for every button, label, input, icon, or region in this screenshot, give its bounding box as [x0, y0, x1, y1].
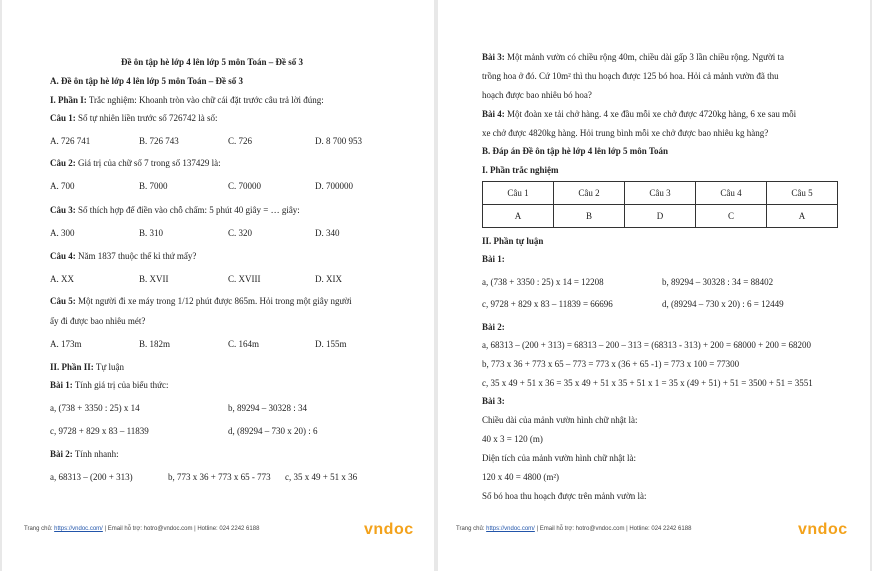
- footer-right: Trang chủ: https://vndoc.com/ | Email hỗ trợ: hotro@vndoc.com | Hotline: 024 2242 6188: [456, 526, 692, 532]
- q3-option-a: A. 300: [50, 228, 75, 238]
- q2-option-a: A. 700: [50, 181, 75, 191]
- q4-option-b: B. XVII: [139, 274, 169, 284]
- table-header-row: [483, 182, 838, 205]
- section-a-heading: A. Đề ôn tập hè lớp 4 lên lớp 5 môn Toán – Đề số 3: [50, 76, 243, 86]
- bai1-item-d: d, (89294 – 730 x 20) : 6: [228, 426, 318, 436]
- bai3-line-2: trồng hoa ở đó. Cứ 10m² thì thu hoạch được 125 bó hoa. Hỏi cả mảnh vườn đã thu: [482, 71, 779, 81]
- q5-option-c: C. 164m: [228, 339, 260, 349]
- bai2-item-b: b, 773 x 36 + 773 x 65 - 773: [168, 472, 271, 482]
- q4-option-d: D. XIX: [315, 274, 342, 284]
- bai3-line-3: hoạch được bao nhiêu bó hoa?: [482, 90, 592, 100]
- sol2-heading: Bài 2:: [482, 322, 505, 332]
- table-header-cell: Câu 4: [696, 182, 767, 205]
- q3-option-b: B. 310: [139, 228, 164, 238]
- table-row: [483, 205, 838, 228]
- q1-option-a: A. 726 741: [50, 136, 91, 146]
- section-b-heading: B. Đáp án Đề ôn tập hè lớp 4 lên lớp 5 môn Toán: [482, 146, 669, 156]
- document-page-right: [438, 0, 870, 571]
- bai1-item-a: a, (738 + 3350 : 25) x 14: [50, 403, 140, 413]
- table-cell: B: [554, 205, 625, 228]
- document-page-left: [2, 0, 434, 571]
- q3-option-d: D. 340: [315, 228, 340, 238]
- table-header-cell: Câu 5: [767, 182, 838, 205]
- sol3-line-2: 40 x 3 = 120 (m): [482, 434, 543, 444]
- vndoc-logo: vndoc: [364, 521, 414, 538]
- q4-option-a: A. XX: [50, 274, 74, 284]
- question-2: Câu 2: Giá trị của chữ số 7 trong số 137429 là:: [50, 158, 221, 168]
- sol1-item-a: a, (738 + 3350 : 25) x 14 = 12208: [482, 277, 604, 287]
- question-5: Câu 5: Một người đi xe máy trong 1/12 phút được 865m. Hỏi trong một giây người: [50, 296, 352, 306]
- part2-heading: II. Phần II: Tự luận: [50, 362, 124, 372]
- q2-option-d: D. 700000: [315, 181, 353, 191]
- q4-option-c: C. XVIII: [228, 274, 261, 284]
- question-5-cont: ấy đi được bao nhiêu mét?: [50, 316, 146, 326]
- question-3: Câu 3: Số thích hợp để điền vào chỗ chấm: 5 phút 40 giây = … giây:: [50, 205, 300, 215]
- sol3-line-3: Diện tích của mảnh vườn hình chữ nhật là:: [482, 453, 636, 463]
- bai2-heading: Bài 2: Tính nhanh:: [50, 449, 119, 459]
- answer-part2-heading: II. Phần tự luận: [482, 236, 544, 246]
- table-cell: C: [696, 205, 767, 228]
- q5-option-d: D. 155m: [315, 339, 347, 349]
- q5-option-a: A. 173m: [50, 339, 82, 349]
- home-link[interactable]: https://vndoc.com/: [486, 526, 535, 532]
- q2-option-c: C. 70000: [228, 181, 262, 191]
- question-4: Câu 4: Năm 1837 thuộc thế kỉ thứ mấy?: [50, 251, 197, 261]
- footer-left: Trang chủ: https://vndoc.com/ | Email hỗ trợ: hotro@vndoc.com | Hotline: 024 2242 6188: [24, 526, 260, 532]
- sol3-line-1: Chiều dài của mảnh vườn hình chữ nhật là:: [482, 415, 638, 425]
- bai2-item-a: a, 68313 – (200 + 313): [50, 472, 133, 482]
- vndoc-logo: vndoc: [798, 521, 848, 538]
- q1-option-d: D. 8 700 953: [315, 136, 362, 146]
- answer-part1-heading: I. Phần trắc nghiệm: [482, 165, 559, 175]
- q2-option-b: B. 7000: [139, 181, 168, 191]
- bai2-item-c: c, 35 x 49 + 51 x 36: [285, 472, 358, 482]
- sol3-heading: Bài 3:: [482, 396, 505, 406]
- sol1-item-c: c, 9728 + 829 x 83 – 11839 = 66696: [482, 299, 613, 309]
- home-link[interactable]: https://vndoc.com/: [54, 526, 103, 532]
- sol1-item-d: d, (89294 – 730 x 20) : 6 = 12449: [662, 299, 784, 309]
- question-1: Câu 1: Số tự nhiên liền trước số 726742 là số:: [50, 113, 218, 123]
- sol2-item-c: c, 35 x 49 + 51 x 36 = 35 x 49 + 51 x 35 + 51 x 1 = 35 x (49 + 51) + 51 = 3500 + 51 = 3551: [482, 378, 813, 388]
- table-cell: A: [767, 205, 838, 228]
- sol3-line-5: Số bó hoa thu hoạch được trên mảnh vườn là:: [482, 491, 647, 501]
- q1-option-b: B. 726 743: [139, 136, 179, 146]
- bai3-line-1: Bài 3: Một mảnh vườn có chiều rộng 40m, chiều dài gấp 3 lần chiều rộng. Người ta: [482, 52, 784, 62]
- table-cell: A: [483, 205, 554, 228]
- table-header-cell: Câu 1: [483, 182, 554, 205]
- document-title: Đề ôn tập hè lớp 4 lên lớp 5 môn Toán – Đề số 3: [121, 57, 303, 67]
- q5-option-b: B. 182m: [139, 339, 171, 349]
- sol2-item-b: b, 773 x 36 + 773 x 65 – 773 = 773 x (36 + 65 -1) = 773 x 100 = 77300: [482, 359, 740, 369]
- bai4-line-2: xe chở được 4820kg hàng. Hỏi trung bình mỗi xe chở được bao nhiêu kg hàng?: [482, 128, 769, 138]
- bai1-item-b: b, 89294 – 30328 : 34: [228, 403, 308, 413]
- q1-option-c: C. 726: [228, 136, 253, 146]
- part1-heading: I. Phần I: Trắc nghiệm: Khoanh tròn vào chữ cái đặt trước câu trả lời đúng:: [50, 95, 324, 105]
- answer-table: [482, 181, 838, 228]
- sol1-item-b: b, 89294 – 30328 : 34 = 88402: [662, 277, 774, 287]
- sol3-line-4: 120 x 40 = 4800 (m²): [482, 472, 560, 482]
- table-header-cell: Câu 2: [554, 182, 625, 205]
- sol2-item-a: a, 68313 – (200 + 313) = 68313 – 200 – 313 = (68313 - 313) + 200 = 68000 + 200 = 68200: [482, 340, 812, 350]
- q3-option-c: C. 320: [228, 228, 253, 238]
- sol1-heading: Bài 1:: [482, 254, 505, 264]
- bai4-line-1: Bài 4: Một đoàn xe tải chở hàng. 4 xe đầu mỗi xe chở được 4720kg hàng, 6 xe sau mỗi: [482, 109, 797, 119]
- table-header-cell: Câu 3: [625, 182, 696, 205]
- table-cell: D: [625, 205, 696, 228]
- bai1-item-c: c, 9728 + 829 x 83 – 11839: [50, 426, 149, 436]
- bai1-heading: Bài 1: Tính giá trị của biểu thức:: [50, 380, 169, 390]
